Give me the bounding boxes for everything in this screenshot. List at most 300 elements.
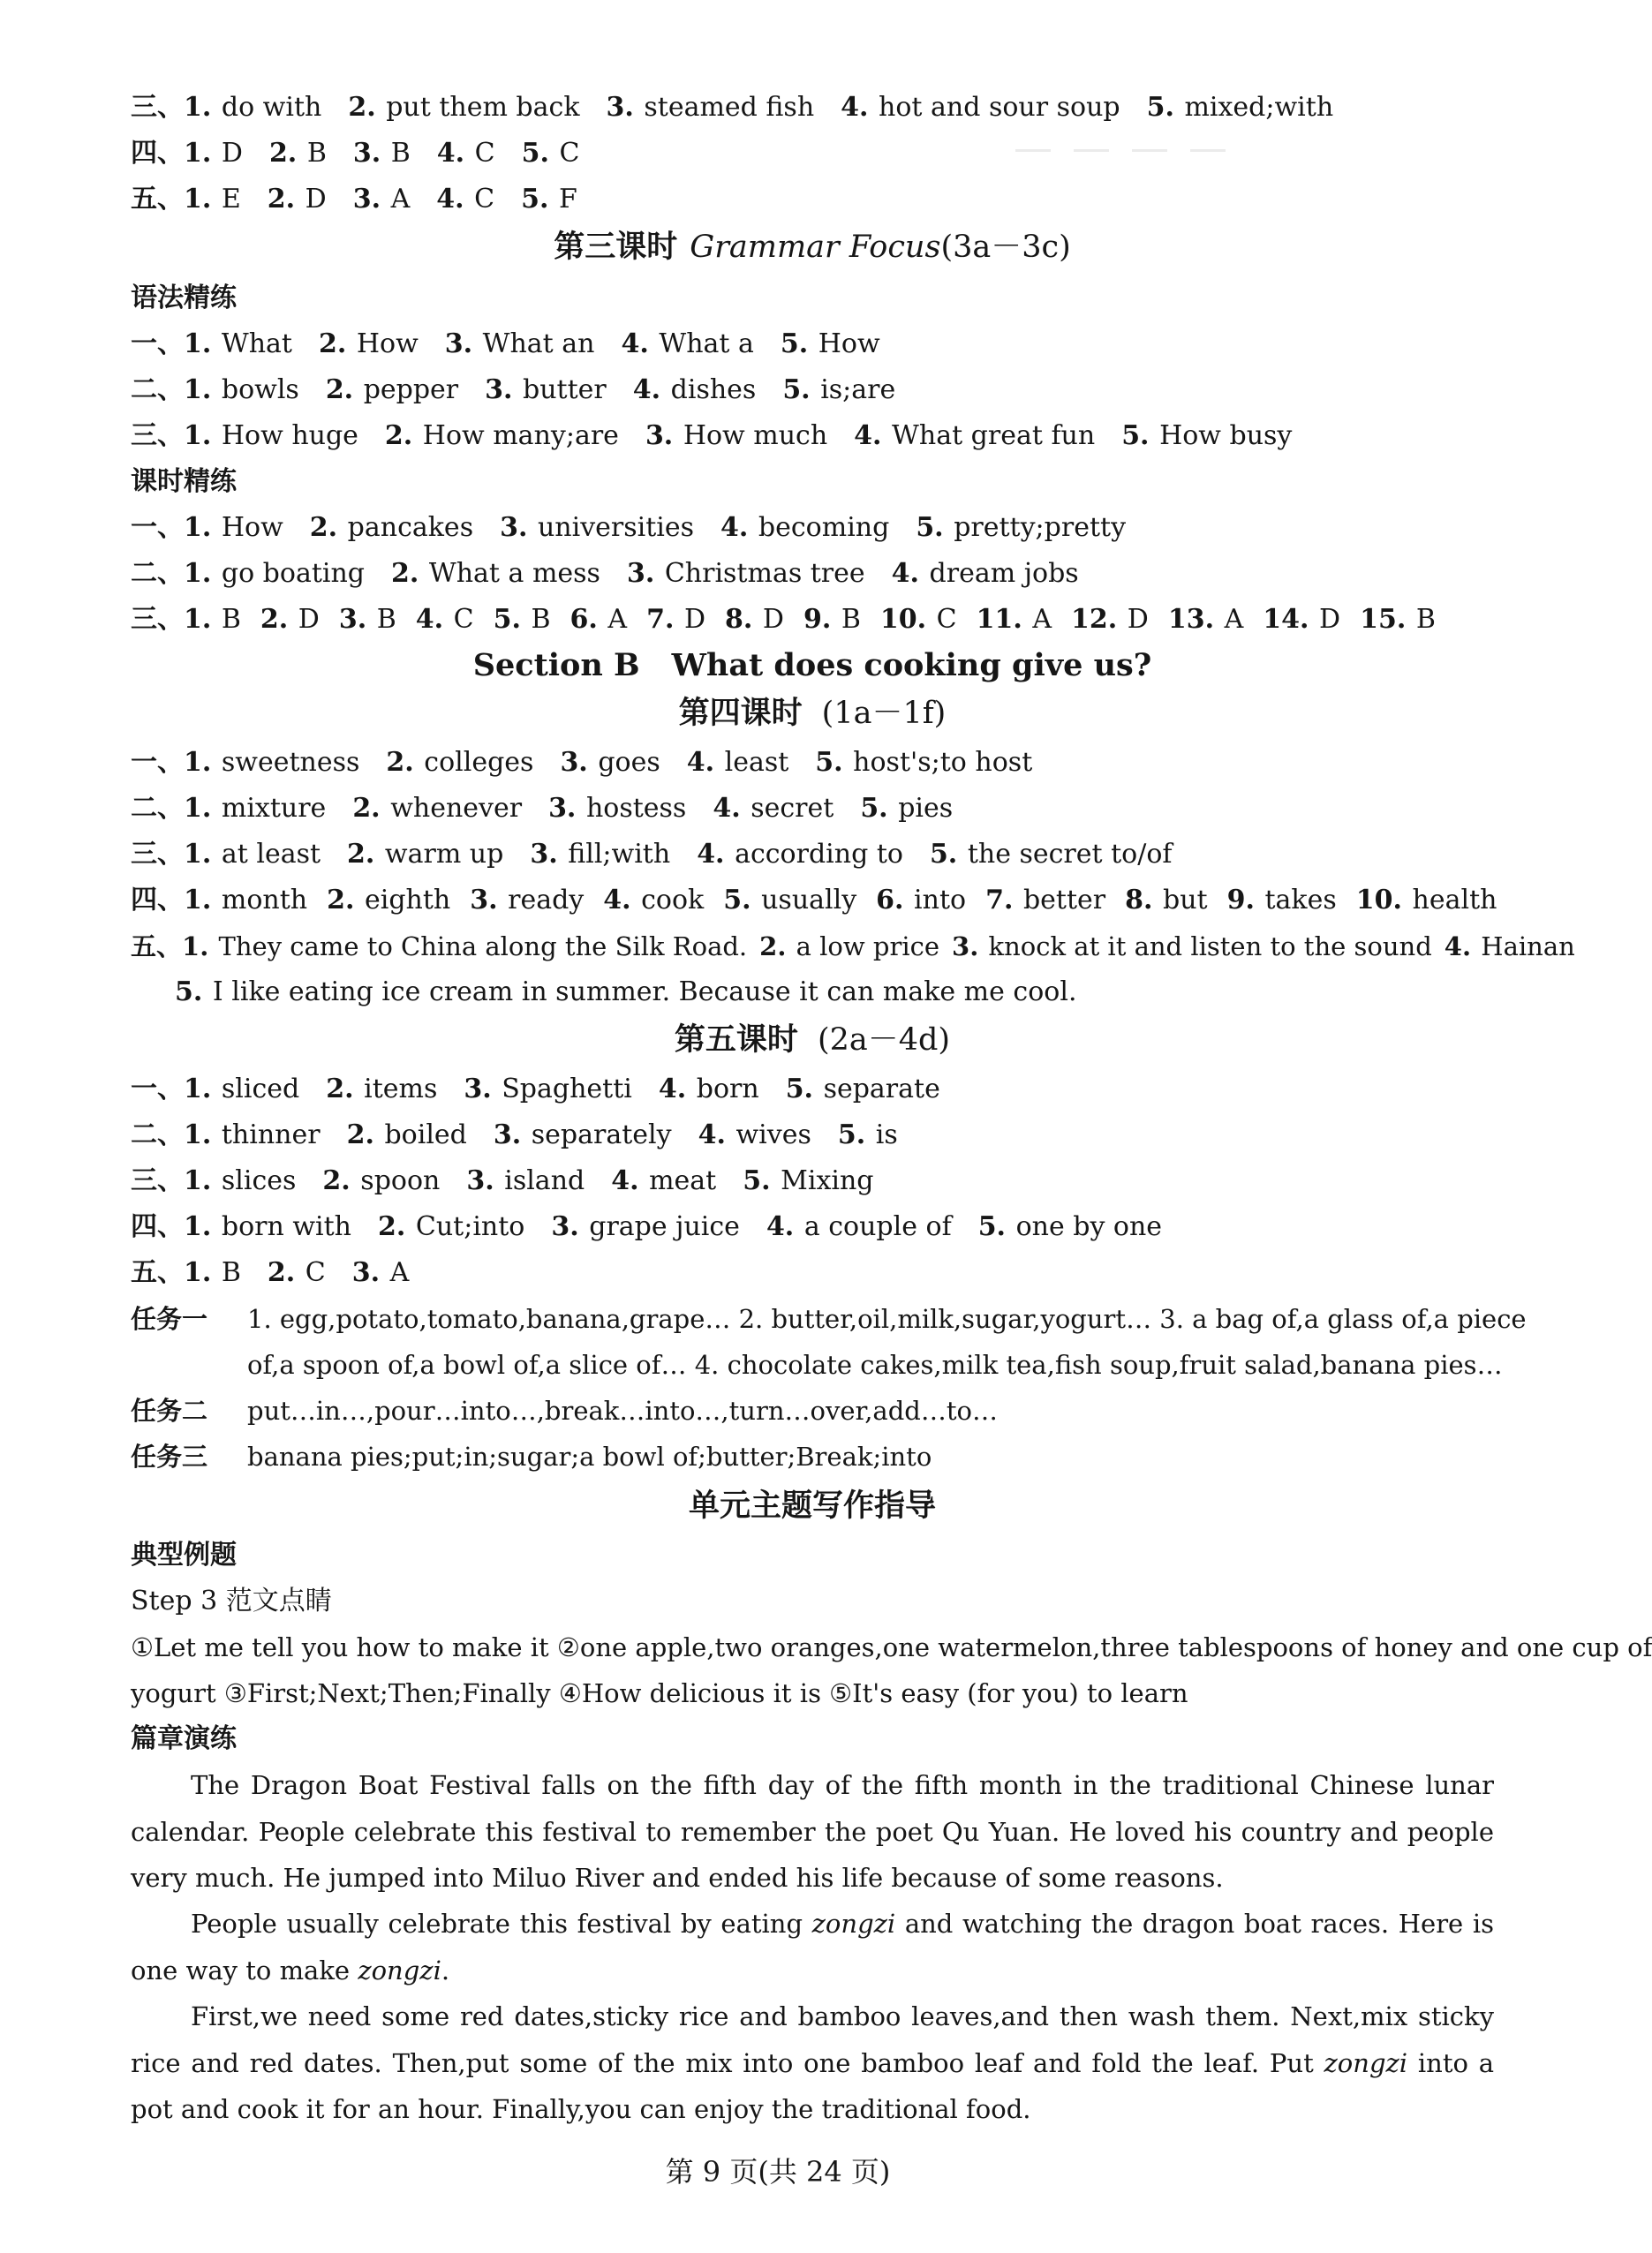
item-answer: eighth — [364, 885, 451, 916]
item-answer: born with — [221, 1211, 351, 1242]
item-answer: go boating — [221, 558, 366, 589]
item-answer: warm up — [384, 839, 504, 870]
passage-paragraph-3 — [131, 1993, 1494, 2133]
answer-row — [131, 832, 1494, 878]
answer-item — [698, 1112, 811, 1158]
item-answer: thinner — [221, 1119, 321, 1150]
item-answer: Christmas tree — [664, 558, 865, 589]
answer-item — [548, 786, 686, 832]
item-number: 3. — [530, 839, 558, 870]
item-answer: usually — [761, 885, 857, 916]
answer-item — [268, 177, 327, 222]
item-answer: B — [306, 138, 327, 169]
lesson-5-range: (2a－4d) — [817, 1022, 951, 1058]
item-number: 3. — [548, 793, 577, 824]
item-number: 4. — [713, 793, 741, 824]
answer-item — [880, 597, 957, 643]
item-number: 9. — [803, 604, 832, 635]
item-answer: hot and sour soup — [879, 92, 1120, 123]
lesson-5-heading — [131, 1013, 1494, 1066]
answer-item — [184, 786, 326, 832]
item-answer: sliced — [221, 1074, 300, 1104]
item-answer: hostess — [585, 793, 687, 824]
answer-row — [131, 597, 1494, 643]
item-number: 1. — [184, 839, 212, 870]
item-number: 1. — [184, 512, 212, 543]
item-number: 3. — [626, 558, 655, 589]
answer-item — [269, 131, 327, 177]
answer-item — [391, 551, 600, 597]
item-answer: do with — [221, 92, 322, 123]
item-number: 4. — [1444, 931, 1472, 961]
answer-item — [759, 923, 939, 969]
item-number: 2. — [386, 747, 414, 778]
answer-item — [659, 1066, 759, 1112]
item-number: 3. — [606, 92, 634, 123]
passage-paragraph-2 — [131, 1901, 1494, 1993]
item-answer: What great fun — [892, 420, 1096, 451]
question-group-label: 四、 — [131, 885, 184, 916]
item-number: 5. — [929, 839, 958, 870]
item-number: 5. — [780, 328, 809, 359]
item-answer: What a — [659, 328, 754, 359]
item-number: 5. — [815, 747, 843, 778]
item-number: 2. — [309, 512, 338, 543]
lesson-3-subtitle: Grammar Focus — [690, 230, 941, 265]
lesson-3-heading — [131, 221, 1494, 274]
item-number: 5. — [175, 976, 203, 1007]
answer-row — [131, 740, 1494, 786]
question-group-label: 一、 — [131, 1074, 184, 1104]
answer-row — [131, 131, 1494, 177]
item-number: 2. — [325, 374, 354, 405]
item-number: 11. — [976, 604, 1022, 635]
item-number: 2. — [267, 184, 296, 215]
item-number: 5. — [782, 374, 811, 405]
item-number: 1. — [184, 420, 212, 451]
item-answer: D — [762, 604, 784, 635]
answer-item — [687, 740, 789, 786]
item-answer: pies — [898, 793, 954, 824]
item-answer: C — [453, 604, 474, 635]
item-answer: D — [1319, 604, 1341, 635]
item-answer: wives — [735, 1119, 811, 1150]
item-answer: How huge — [221, 420, 358, 451]
question-group-label: 四、 — [131, 1211, 184, 1242]
item-answer: D — [221, 138, 243, 169]
item-number: 3. — [493, 1119, 522, 1150]
item-answer: A — [607, 604, 628, 635]
answer-item — [184, 551, 365, 597]
item-answer: least — [724, 747, 789, 778]
answer-item — [1147, 85, 1334, 131]
item-answer: slices — [221, 1165, 297, 1196]
question-group-label: 二、 — [131, 793, 184, 824]
item-number: 2. — [352, 793, 381, 824]
item-number: 4. — [415, 604, 444, 635]
answer-item — [646, 597, 705, 643]
item-answer: becoming — [758, 512, 890, 543]
answer-row — [131, 1158, 1494, 1204]
item-answer: pretty;pretty — [954, 512, 1127, 543]
answer-item — [713, 786, 834, 832]
answer-item — [876, 878, 966, 923]
item-number: 3. — [466, 1165, 494, 1196]
answer-item — [952, 923, 1432, 969]
item-number: 3. — [645, 420, 674, 451]
item-answer: mixed;with — [1184, 92, 1334, 123]
item-answer: D — [683, 604, 706, 635]
item-answer: at least — [221, 839, 321, 870]
question-group-label: 三、 — [131, 604, 184, 635]
answer-item — [803, 597, 861, 643]
answer-item — [551, 1204, 740, 1250]
section-b-subtitle: What does cooking give us? — [671, 647, 1152, 683]
answer-item — [184, 85, 321, 131]
answer-item — [627, 551, 865, 597]
item-answer: Mixing — [781, 1165, 874, 1196]
item-answer: goes — [598, 747, 660, 778]
answer-item — [607, 85, 815, 131]
answer-item — [892, 551, 1079, 597]
item-answer: month — [221, 885, 308, 916]
item-number: 3. — [500, 512, 528, 543]
answer-item — [985, 878, 1105, 923]
answer-item — [786, 1066, 940, 1112]
answer-item — [977, 597, 1052, 643]
item-answer: B — [390, 138, 411, 169]
answer-item — [184, 1066, 299, 1112]
answer-item — [521, 177, 577, 222]
step-3-label: Step 3 范文点睛 — [131, 1586, 332, 1616]
answer-item — [184, 1112, 321, 1158]
item-number: 4. — [603, 885, 631, 916]
item-number: 5. — [1146, 92, 1174, 123]
answer-item — [416, 597, 474, 643]
item-answer: Spaghetti — [502, 1074, 632, 1104]
item-number: 4. — [854, 420, 882, 451]
item-number: 4. — [658, 1074, 687, 1104]
answer-row — [131, 85, 1494, 131]
question-group-label: 五、 — [131, 184, 184, 215]
item-answer: dishes — [670, 374, 757, 405]
item-answer: sweetness — [221, 747, 360, 778]
question-group-label: 三、 — [131, 92, 184, 123]
answer-row — [131, 1204, 1494, 1250]
item-number: 5. — [860, 793, 888, 824]
answer-item — [378, 1204, 524, 1250]
answer-row — [131, 786, 1494, 832]
lesson-4-range: (1a－1f) — [821, 696, 947, 731]
answer-item — [1227, 878, 1337, 923]
item-number: 7. — [646, 604, 675, 635]
answer-item — [1125, 878, 1207, 923]
paragraph-2-zongzi-2: zongzi — [358, 1955, 441, 1986]
item-answer: What — [221, 328, 292, 359]
item-answer: B — [221, 604, 241, 635]
task-3 — [131, 1434, 1494, 1480]
item-answer: A — [1032, 604, 1052, 635]
task-2-label: 任务二 — [131, 1396, 208, 1426]
item-answer: host's;to host — [853, 747, 1033, 778]
item-number: 2. — [267, 1257, 296, 1288]
answer-row — [131, 413, 1494, 459]
item-answer: colleges — [424, 747, 534, 778]
answer-item — [860, 786, 953, 832]
item-answer: A — [389, 1257, 410, 1288]
answer-item — [184, 413, 358, 459]
item-number: 4. — [611, 1165, 639, 1196]
item-number: 4. — [436, 138, 465, 169]
item-answer: How busy — [1159, 420, 1293, 451]
page-footer: 第 9 页(共 24 页) — [665, 2155, 891, 2189]
answer-item — [1168, 597, 1243, 643]
answer-item — [327, 878, 450, 923]
question-group-label: 三、 — [131, 839, 184, 870]
answer-item — [353, 131, 411, 177]
answer-item — [260, 597, 320, 643]
item-answer: a couple of — [803, 1211, 952, 1242]
item-number: 5. — [837, 1119, 866, 1150]
item-answer: a low price — [796, 931, 940, 961]
item-answer: Cut;into — [415, 1211, 525, 1242]
answer-item — [464, 1066, 632, 1112]
item-answer: into — [914, 885, 967, 916]
answer-item — [766, 1204, 952, 1250]
answer-item — [841, 85, 1120, 131]
item-answer: bowls — [221, 374, 299, 405]
answer-item — [326, 367, 458, 413]
answer-item — [352, 786, 522, 832]
paragraph-3-zongzi: zongzi — [1324, 2047, 1408, 2078]
question-group-label: 二、 — [131, 374, 184, 405]
answer-item — [319, 321, 419, 367]
item-number: 3. — [485, 374, 513, 405]
item-number: 2. — [322, 1165, 351, 1196]
lesson-4-title: 第四课时 — [678, 695, 803, 731]
answer-row-continuation — [175, 969, 1494, 1015]
paragraph-2-text-b: and watching the dragon boat races. Here is one way to make — [131, 1909, 1494, 1986]
item-number: 6. — [570, 604, 598, 635]
item-answer: How — [221, 512, 283, 543]
lesson-4-heading — [131, 687, 1494, 740]
task-1-line-1: 1. egg,potato,tomato,banana,grape… 2. butter,oil,milk,sugar,yogurt… 3. a bag of,a glass of,a piece — [247, 1304, 1527, 1334]
item-answer: C — [305, 1257, 326, 1288]
item-answer: A — [1224, 604, 1244, 635]
item-answer: takes — [1264, 885, 1337, 916]
answer-item — [1121, 413, 1292, 459]
item-number: 5. — [521, 184, 549, 215]
item-number: 5. — [723, 885, 751, 916]
item-number: 2. — [318, 328, 347, 359]
writing-guide-heading: 单元主题写作指导 — [688, 1488, 936, 1524]
item-answer: island — [504, 1165, 585, 1196]
answer-item — [645, 413, 827, 459]
lesson-5-title: 第五课时 — [674, 1021, 798, 1058]
question-group-label: 四、 — [131, 138, 184, 169]
answer-item — [494, 1112, 672, 1158]
question-group-label: 五、 — [131, 1257, 184, 1288]
answer-item — [603, 878, 704, 923]
item-number: 4. — [766, 1211, 795, 1242]
answer-item — [353, 177, 411, 222]
answer-item — [815, 740, 1032, 786]
answer-item — [184, 367, 299, 413]
item-answer: How — [818, 328, 880, 359]
question-group-label: 三、 — [131, 1165, 184, 1196]
item-number: 1. — [182, 931, 209, 961]
item-number: 5. — [916, 512, 944, 543]
item-answer: What an — [482, 328, 595, 359]
item-answer: D — [1127, 604, 1149, 635]
item-number: 3. — [352, 138, 381, 169]
lesson-3-range: (3a－3c) — [940, 230, 1071, 265]
item-answer: I like eating ice cream in summer. Because it can make me cool. — [212, 976, 1077, 1007]
question-group-label: 二、 — [131, 558, 184, 589]
answer-item — [838, 1112, 898, 1158]
answer-item — [723, 878, 856, 923]
answer-item — [930, 832, 1173, 878]
item-number: 1. — [184, 558, 212, 589]
task-1-label: 任务一 — [131, 1304, 208, 1334]
item-answer: health — [1412, 885, 1497, 916]
answer-item — [494, 597, 551, 643]
answer-item — [184, 740, 359, 786]
item-answer: What a mess — [428, 558, 600, 589]
item-answer: is — [875, 1119, 898, 1150]
step-3-line-2: yogurt ③First;Next;Then;Finally ④How delicious it is ⑤It's easy (for you) to learn — [131, 1678, 1188, 1708]
answer-item — [466, 1158, 585, 1204]
answer-item — [720, 505, 889, 551]
section-b-title: Section B — [472, 647, 640, 683]
answer-item — [916, 505, 1126, 551]
item-number: 2. — [326, 1074, 354, 1104]
question-group-label: 五、 — [131, 931, 183, 961]
item-answer: ready — [508, 885, 585, 916]
item-number: 4. — [698, 1119, 726, 1150]
section-b-heading — [131, 639, 1494, 692]
answer-item — [322, 1158, 440, 1204]
item-answer: C — [559, 138, 580, 169]
item-number: 2. — [384, 420, 413, 451]
item-number: 3. — [470, 885, 498, 916]
item-answer: whenever — [390, 793, 523, 824]
answer-item — [184, 597, 241, 643]
item-answer: separate — [823, 1074, 940, 1104]
item-number: 8. — [1125, 885, 1153, 916]
answer-item — [347, 832, 503, 878]
answer-item — [184, 878, 307, 923]
item-answer: B — [1415, 604, 1436, 635]
answer-item — [1071, 597, 1149, 643]
answer-row — [131, 551, 1494, 597]
item-number: 2. — [346, 1119, 374, 1150]
answer-row — [131, 923, 1575, 969]
item-answer: pancakes — [347, 512, 474, 543]
item-number: 10. — [879, 604, 927, 635]
answer-item — [1263, 597, 1340, 643]
item-number: 1. — [184, 1165, 212, 1196]
item-number: 4. — [686, 747, 715, 778]
item-number: 4. — [891, 558, 919, 589]
answer-item — [1356, 878, 1497, 923]
item-number: 7. — [985, 885, 1014, 916]
answer-row — [131, 1250, 1494, 1296]
item-number: 5. — [977, 1211, 1007, 1242]
answer-item — [781, 321, 880, 367]
item-answer: D — [298, 604, 320, 635]
answer-item — [782, 367, 895, 413]
item-number: 15. — [1360, 604, 1407, 635]
answer-item — [385, 413, 619, 459]
item-answer: fill;with — [568, 839, 671, 870]
paragraph-2-text-a: People usually celebrate this festival by eating — [191, 1909, 812, 1939]
item-number: 5. — [1121, 420, 1150, 451]
paragraph-3-text-a: First,we need some red dates,sticky rice and bamboo leaves,and then wash them. Next,mix sticky rice and red dates. Then,put some of the mix into one bamboo leaf and fold the leaf. Put — [131, 2001, 1494, 2078]
item-answer: B — [841, 604, 861, 635]
item-number: 1. — [184, 92, 212, 123]
item-number: 4. — [621, 328, 649, 359]
item-answer: A — [390, 184, 411, 215]
item-answer: C — [936, 604, 957, 635]
answer-item — [570, 597, 628, 643]
answer-item — [500, 505, 694, 551]
answer-item — [854, 413, 1095, 459]
answer-item — [184, 1158, 296, 1204]
item-number: 1. — [184, 604, 212, 635]
step-3-line-1: ①Let me tell you how to make it ②one apple,two oranges,one watermelon,three tablespoons of honey and one cup of — [131, 1632, 1652, 1662]
answer-row — [131, 505, 1494, 551]
answer-item — [326, 1066, 437, 1112]
item-number: 1. — [184, 374, 212, 405]
item-number: 4. — [436, 184, 464, 215]
answer-item — [352, 1250, 410, 1296]
item-answer: C — [474, 138, 495, 169]
passage-practice-label: 篇章演练 — [131, 1723, 237, 1754]
answer-row — [131, 367, 1494, 413]
item-number: 13. — [1167, 604, 1215, 635]
item-number: 2. — [391, 558, 419, 589]
item-answer: spoon — [360, 1165, 441, 1196]
item-number: 2. — [348, 92, 376, 123]
answer-item — [522, 131, 580, 177]
item-answer: items — [364, 1074, 438, 1104]
answer-item — [184, 1250, 241, 1296]
item-number: 1. — [184, 747, 212, 778]
answer-item — [386, 740, 533, 786]
item-answer: universities — [537, 512, 695, 543]
answer-item — [437, 131, 495, 177]
item-answer: better — [1022, 885, 1106, 916]
item-answer: How many;are — [422, 420, 619, 451]
item-number: 2. — [347, 839, 375, 870]
lesson-practice-label: 课时精练 — [131, 466, 237, 497]
item-answer: B — [221, 1257, 241, 1288]
paragraph-3-text-b: into a pot and cook it for an hour. Finally,you can enjoy the traditional food. — [131, 2047, 1494, 2124]
question-group-label: 三、 — [131, 420, 184, 451]
answer-item — [182, 923, 747, 969]
item-number: 1. — [184, 1074, 212, 1104]
answer-item — [621, 321, 753, 367]
answer-item — [347, 1112, 467, 1158]
item-number: 1. — [184, 1211, 212, 1242]
item-number: 1. — [184, 885, 212, 916]
answer-item — [697, 832, 903, 878]
item-answer: put them back — [386, 92, 580, 123]
answer-item — [436, 177, 494, 222]
answer-item — [184, 832, 321, 878]
answer-row — [131, 1112, 1494, 1158]
